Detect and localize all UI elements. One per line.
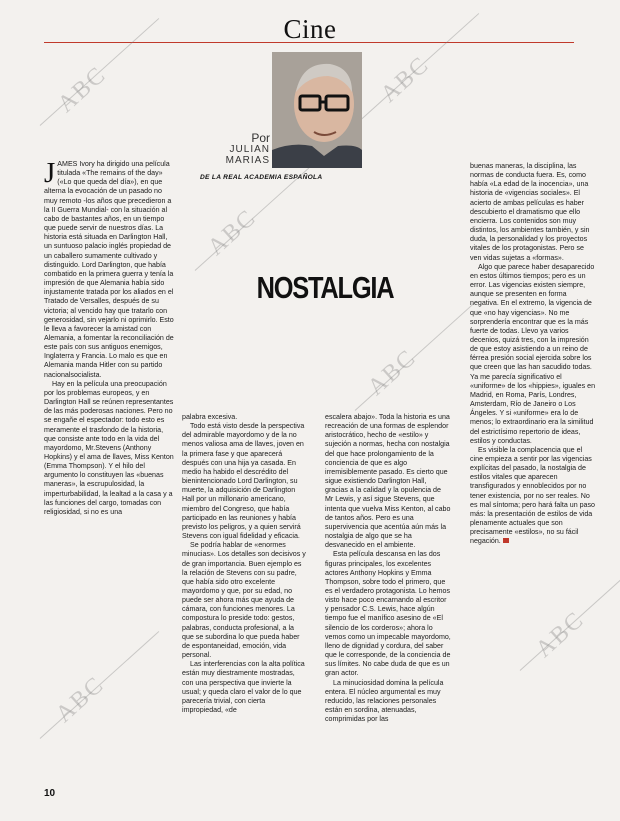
article-column-1 <box>44 160 174 620</box>
paragraph: Algo que parece haber desaparecido en estos últimos tiempos; pero es un error. Las vigencias existen siempre, aunque se presenten en forma negativa. En el extremo, la vigencia de que «no hay vigencias». No me sorprendería encontrar que es la más fuerte de todas. Llevo ya varios decenios, quizá tres, con la impresión de que estoy asistiendo a un reino de férrea presión social ejercida sobre los que creen que las han sacudido todas. Ya me parecía significativo el «uniforme» de los «hippies», iguales en Madrid, en Roma, París, Londres, Amsterdam, Río de Janeiro o Los Ángeles. Y si «uniforme» era lo de menos; lo extraordinario era la similitud del estrictísimo repertorio de ideas, estilos y conductas. <box>470 262 596 445</box>
watermark-text: ABC <box>375 51 435 108</box>
paragraph: escalera abajo». Toda la historia es una recreación de una formas de esplendor aristocrático, hecho de «estilo» y sujeción a normas, hecha con nostalgia del que hace prolongamiento de la conciencia de que es algo irremisiblemente pasado. Es cierto que sigue existiendo Darlington Hall, gracias a la calidad y la opulencia de Mr Lewis, y así sigue Stevens, que intenta que vuelva Miss Kenton, al cabo de tantos años. Pero es una supervivencia que acentúa aún más la nostalgia de algo que se ha desvanecido en el ambiente. <box>325 413 451 550</box>
paragraph: Las interferencias con la alta política están muy diestramente mostradas, con una perspectiva que invierte la usual; y queda claro el valor de lo que parecería trivial, con cierta impropiedad, «de <box>182 660 305 714</box>
author-affiliation: DE LA REAL ACADEMIA ESPAÑOLA <box>200 174 323 181</box>
end-mark <box>503 538 509 543</box>
paragraph: palabra excesiva. <box>182 413 238 421</box>
paragraph-text: Es visible la complacencia que el cine empieza a sentir por las vigencias explícitas del pasado, la nostalgia de estilos vitales que aparecen transfigurados y ennoblecidos por no tener existencia, por no ser reales. No es mal síntoma; pero hará falta un paso más: la presentación de estilos de vida plenamente actuales que son precisamente «estilos», no su fácil negación. <box>470 445 595 546</box>
watermark-text: ABC <box>50 671 110 728</box>
byline <box>200 132 270 166</box>
paragraph: Hay en la película una preocupación por los problemas europeos, y en Darlington Hall se reúnen representantes de las más poderosas naciones. Pero no se engañe el espectador: todo esto es meramente el trasfondo de la historia, que consiste ante todo en la vida del mayordomo, Mr.Stevens (Anthony Hopkins) y el ama de llaves, Miss Kenton (Emma Thompson). Y el hilo del argumento lo constituyen las «buenas maneras», la escrupulosidad, la imperturbabilidad, la lealtad a la casa y a las funciones del cargo, tomadas con religiosidad, si no es una <box>44 379 174 516</box>
author-last-name: MARIAS <box>225 155 270 166</box>
paragraph: Esta película descansa en las dos figuras principales, los excelentes actores Anthony Hopkins y Emma Thompson, sobre todo el primero, que es el verdadero protagonista. Lo hemos visto hace poco encarnando al escritor y pensador C.S. Lewis, hace algún tiempo fue el manífico asesino de «El silencio de los corderos»; ahora lo vemos como un impecable mayordomo, lleno de dignidad y cordura, del saber que le corresponde, de la conciencia de sus límites. No cabe duda de que es un gran actor. <box>325 550 451 678</box>
section-rule <box>44 42 574 43</box>
paragraph: Se podría hablar de «enormes minucias». Los detalles son decisivos y de gran importancia. Buen ejemplo es la relación de Stevens con su padre, que había sido otro excelente mayordomo y que, por su edad, no puede ser ahora más que ayuda de cámara, con funciones menores. La compostura lo preside todo: gestos, palabras, conducta profesional, a la que se subordina lo que pueda haber de espontaneidad, emoción, vida personal. <box>182 541 306 660</box>
article-column-3 <box>325 413 451 781</box>
paragraph <box>44 160 174 380</box>
drop-cap: J <box>44 160 56 189</box>
author-first-name: JULIAN <box>229 144 270 155</box>
paragraph: buenas maneras, la disciplina, las normas de conducta fuera. Es, como había «La edad de la inocencia», una historia de «vigencias sociales». El acierto de ambas películas es haber descubierto el dramatismo que ello encierra. Los contenidos son muy distintos, los ambientes también, y sin duda, la personalidad y los proyectos vitales de los protagonistas. Pero se ven vidas sujetas a «formas». <box>470 162 590 262</box>
article-headline: NOSTALGIA <box>256 270 394 305</box>
paragraph: Todo está visto desde la perspectiva del admirable mayordomo y de la no menos valiosa ama de llaves, joven en la primera fase y que aparecerá después con una hija ya casada. En medio ha habido el descrédito del bienintencionado Lord Darlington, su muerte, la adquisición de Darlington Hall por un millonario americano, miembro del Congreso, que había participado en las reuniones y había previsto los peligros, y a quien servirá Stevens con igual fidelidad y eficacia. <box>182 422 305 541</box>
article-column-2 <box>182 413 306 781</box>
page-number: 10 <box>44 788 56 799</box>
portrait-drawing <box>272 52 362 168</box>
watermark-text: ABC <box>202 204 262 261</box>
paragraph-text: AMES Ivory ha dirigido una película titulada «The remains of the day» («Lo que queda del día»), en que alterna la evocación de un pasado no muy remoto -los años que precedieron a la II Guerra Mundial- con la situación al cabo de bastantes años, en un tiempo que puede servir de nuestros días. La historia está situada en Darlington Hall, un suntuoso palacio inglés propiedad de un caballero sumamente cultivado y distinguido. Lord Darlington, que había combatido en la primera guerra y tenía la impresión de que Alemania había sido injustamente tratada por los aliados en el Tratado de Versalles, después de su victoria; al vencido hay que tratarlo con generosidad, sin vejarlo ni oprimirlo. Esto le lleva a favorecer la amistad con Alemania, a fomentar la reconciliación de este país con sus antiguos enemigos, Inglaterra y Francia. Lo malo es que en Alemania manda Hitler con su partido nacionalsocialista. <box>44 160 174 379</box>
watermark-text: ABC <box>530 606 590 663</box>
paragraph <box>470 446 597 547</box>
paragraph: La minuciosidad domina la película entera. El núcleo argumental es muy reducido, las relaciones personales están en sordina, atenuadas, comprimidas por las <box>325 678 444 724</box>
byline-por: Por <box>251 131 270 145</box>
watermark-text: ABC <box>362 344 422 401</box>
section-title: Cine <box>283 14 337 44</box>
article-column-4 <box>470 162 597 622</box>
author-portrait <box>272 52 362 168</box>
watermark-text: ABC <box>52 61 112 118</box>
